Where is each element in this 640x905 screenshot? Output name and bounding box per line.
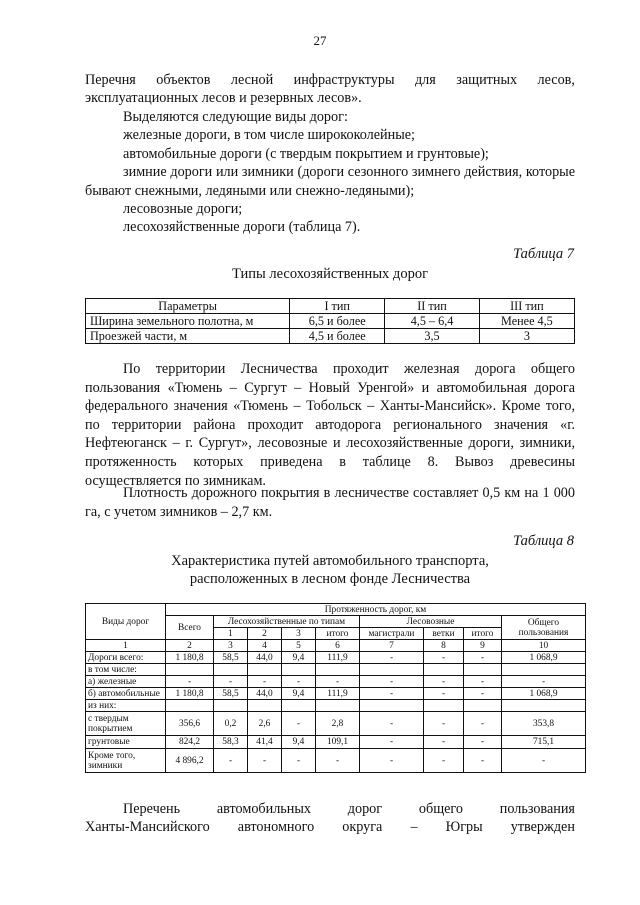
table-cell: - [360, 712, 424, 736]
word: пользования [499, 801, 575, 817]
table-cell: 4,5 и более [290, 329, 385, 344]
word: лесной [230, 72, 274, 88]
word: Перечня [85, 72, 136, 88]
intro-line-4: железные дороги, в том числе ширококолейные; [123, 127, 415, 143]
table-cell: - [424, 712, 464, 736]
table-row-label: Кроме того, зимники [86, 749, 166, 773]
table-header-cell: магистрали [360, 628, 424, 640]
table-cell: 6 [316, 640, 360, 652]
body-paragraph-2: Плотность дорожного покрытия в лесничестве составляет 0,5 км на 1 000 га, с учетом зимников – 2,7 км. [85, 485, 575, 520]
table-cell: 5 [282, 640, 316, 652]
table-row-label: в том числе: [86, 664, 166, 676]
table-header-cell: Лесохозяйственные по типам [214, 616, 360, 628]
table-row [86, 700, 586, 712]
table-cell: 58,5 [214, 652, 248, 664]
table-cell: 7 [360, 640, 424, 652]
table-row [86, 652, 586, 664]
table-cell: 2 [166, 640, 214, 652]
table-cell: 9 [464, 640, 502, 652]
table-cell: 1 180,8 [166, 652, 214, 664]
table-header-cell: II тип [385, 299, 480, 314]
footer-line-2 [85, 818, 575, 837]
table-row-label: Дороги всего: [86, 652, 166, 664]
table-cell: - [424, 688, 464, 700]
table-cell: 824,2 [166, 736, 214, 749]
table-row-label: из них: [86, 700, 166, 712]
table-cell: - [464, 712, 502, 736]
intro-line-7: лесовозные дороги; [123, 201, 243, 217]
table-cell: - [214, 676, 248, 688]
table-cell: - [316, 676, 360, 688]
table-cell: Менее 4,5 [479, 314, 574, 329]
table-cell: - [464, 652, 502, 664]
table-row [86, 676, 586, 688]
word: дорог [347, 801, 383, 817]
table-row [86, 712, 586, 736]
table-cell: 41,4 [248, 736, 282, 749]
table-row-label: а) железные [86, 676, 166, 688]
table-header-cell: Протяженность дорог, км [166, 604, 586, 616]
table-row [86, 749, 586, 773]
table-header-cell: Всего [166, 616, 214, 640]
table-cell: 2,6 [248, 712, 282, 736]
intro-line-2: эксплуатационных лесов и резервных лесов». [85, 90, 362, 106]
table-cell: - [464, 676, 502, 688]
word: – [410, 819, 418, 835]
table-header-row [86, 299, 575, 314]
table-cell: - [424, 652, 464, 664]
word: Перечень [123, 801, 181, 817]
word: автомобильных [216, 801, 311, 817]
intro-line-1 [85, 71, 575, 90]
table7 [85, 298, 575, 344]
table-cell: 715,1 [502, 736, 586, 749]
table-cell: - [282, 676, 316, 688]
word: для [414, 72, 436, 88]
table-cell: - [360, 749, 424, 773]
table-header-cell: Общего пользования [502, 616, 586, 640]
table-cell: - [360, 652, 424, 664]
word: округа [342, 819, 383, 835]
table-row [86, 688, 586, 700]
table-row-label: б) автомобильные [86, 688, 166, 700]
table-cell: Ширина земельного полотна, м [86, 314, 290, 329]
table-cell: 10 [502, 640, 586, 652]
table-header-cell: итого [316, 628, 360, 640]
footer-line-1 [123, 800, 575, 819]
table-cell: 2,8 [316, 712, 360, 736]
table-header-cell: Лесовозные [360, 616, 502, 628]
table-cell: 109,1 [316, 736, 360, 749]
table-cell: - [464, 749, 502, 773]
table-cell: - [502, 749, 586, 773]
word: инфраструктуры [293, 72, 395, 88]
table-cell: - [166, 676, 214, 688]
table-cell: - [464, 736, 502, 749]
table7-label: Таблица 7 [513, 246, 574, 262]
table-cell: 58,3 [214, 736, 248, 749]
table-cell: - [464, 688, 502, 700]
table-header-row [86, 604, 586, 616]
table-cell: - [360, 736, 424, 749]
table-header-cell: III тип [479, 299, 574, 314]
intro-line-6: зимние дороги или зимники (дороги сезонного зимнего действия, которые бывают снежными, ледяными или снежно-ледяными); [85, 164, 575, 199]
table-cell: 1 068,9 [502, 688, 586, 700]
table-header-cell: 1 [214, 628, 248, 640]
table-cell: 9,4 [282, 736, 316, 749]
table-header-cell: 3 [282, 628, 316, 640]
table-cell: - [282, 749, 316, 773]
table-header-cell: ветки [424, 628, 464, 640]
table-cell: 3 [214, 640, 248, 652]
table-cell: - [248, 676, 282, 688]
table-cell: 4 [248, 640, 282, 652]
table-cell: 44,0 [248, 688, 282, 700]
table-cell: - [360, 688, 424, 700]
table-cell: 111,9 [316, 652, 360, 664]
table-header-cell: Виды дорог [86, 604, 166, 640]
table-cell: 8 [424, 640, 464, 652]
word: Югры [445, 819, 483, 835]
page-number: 27 [313, 33, 327, 48]
table-cell: - [424, 749, 464, 773]
table-cell: - [502, 676, 586, 688]
table-header-cell: Параметры [86, 299, 290, 314]
table-cell: - [316, 749, 360, 773]
table-cell: - [214, 749, 248, 773]
table-cell: - [424, 676, 464, 688]
table-cell: - [248, 749, 282, 773]
table8-title-line-1: Характеристика путей автомобильного транспорта, [171, 553, 489, 569]
table-cell: Проезжей части, м [86, 329, 290, 344]
table-cell: - [282, 712, 316, 736]
word: автономного [237, 819, 315, 835]
table8 [85, 603, 586, 773]
table-row [86, 314, 575, 329]
intro-line-8: лесохозяйственные дороги (таблица 7). [123, 219, 361, 235]
table-cell: 3,5 [385, 329, 480, 344]
table-row-label: с твердым покрытием [86, 712, 166, 736]
intro-line-3: Выделяются следующие виды дорог: [123, 109, 348, 125]
table-row [86, 736, 586, 749]
table-header-cell: итого [464, 628, 502, 640]
table-cell: - [424, 736, 464, 749]
table-row [86, 664, 586, 676]
table-cell: 44,0 [248, 652, 282, 664]
word: общего [418, 801, 463, 817]
table-cell: 9,4 [282, 688, 316, 700]
table-header-cell: I тип [290, 299, 385, 314]
table8-title-line-2: расположенных в лесном фонде Лесничества [189, 571, 471, 587]
table-cell: 1 180,8 [166, 688, 214, 700]
word: Ханты-Мансийского [85, 819, 210, 835]
table-cell: 1 068,9 [502, 652, 586, 664]
intro-line-5: автомобильные дороги (с твердым покрытием и грунтовые); [123, 146, 489, 162]
table-cell: - [360, 676, 424, 688]
word: объектов [156, 72, 211, 88]
word: защитных [456, 72, 518, 88]
table-cell: 1 [86, 640, 166, 652]
table-cell: 9,4 [282, 652, 316, 664]
table-cell: 6,5 и более [290, 314, 385, 329]
table-cell: 4 896,2 [166, 749, 214, 773]
table-cell: 4,5 – 6,4 [385, 314, 480, 329]
table-cell: 356,6 [166, 712, 214, 736]
table-cell: 111,9 [316, 688, 360, 700]
table-column-numbers-row [86, 640, 586, 652]
table-header-cell: 2 [248, 628, 282, 640]
table-cell: 58,5 [214, 688, 248, 700]
table-row-label: грунтовые [86, 736, 166, 749]
table-row [86, 329, 575, 344]
table-cell: 0,2 [214, 712, 248, 736]
table7-title: Типы лесохозяйственных дорог [231, 266, 429, 282]
table-cell: 353,8 [502, 712, 586, 736]
body-paragraph-1: По территории Лесничества проходит железная дорога общего пользования «Тюмень – Сургут – Новый Уренгой» и автомобильная дорога федерального значения «Тюмень – Тобольск – Ханты-Мансийск». Кроме того, по территории района проходит автодорога регионального значения «г. Нефтеюганск – г. Сургут», лесовозные и лесохозяйственные дороги, зимники, протяженность которых приведена в таблице 8. Вывоз древесины осуществляется по зимникам. [85, 361, 575, 489]
word: лесов, [537, 72, 575, 88]
word: утвержден [510, 819, 575, 835]
table-cell: 3 [479, 329, 574, 344]
table8-label: Таблица 8 [513, 533, 574, 549]
